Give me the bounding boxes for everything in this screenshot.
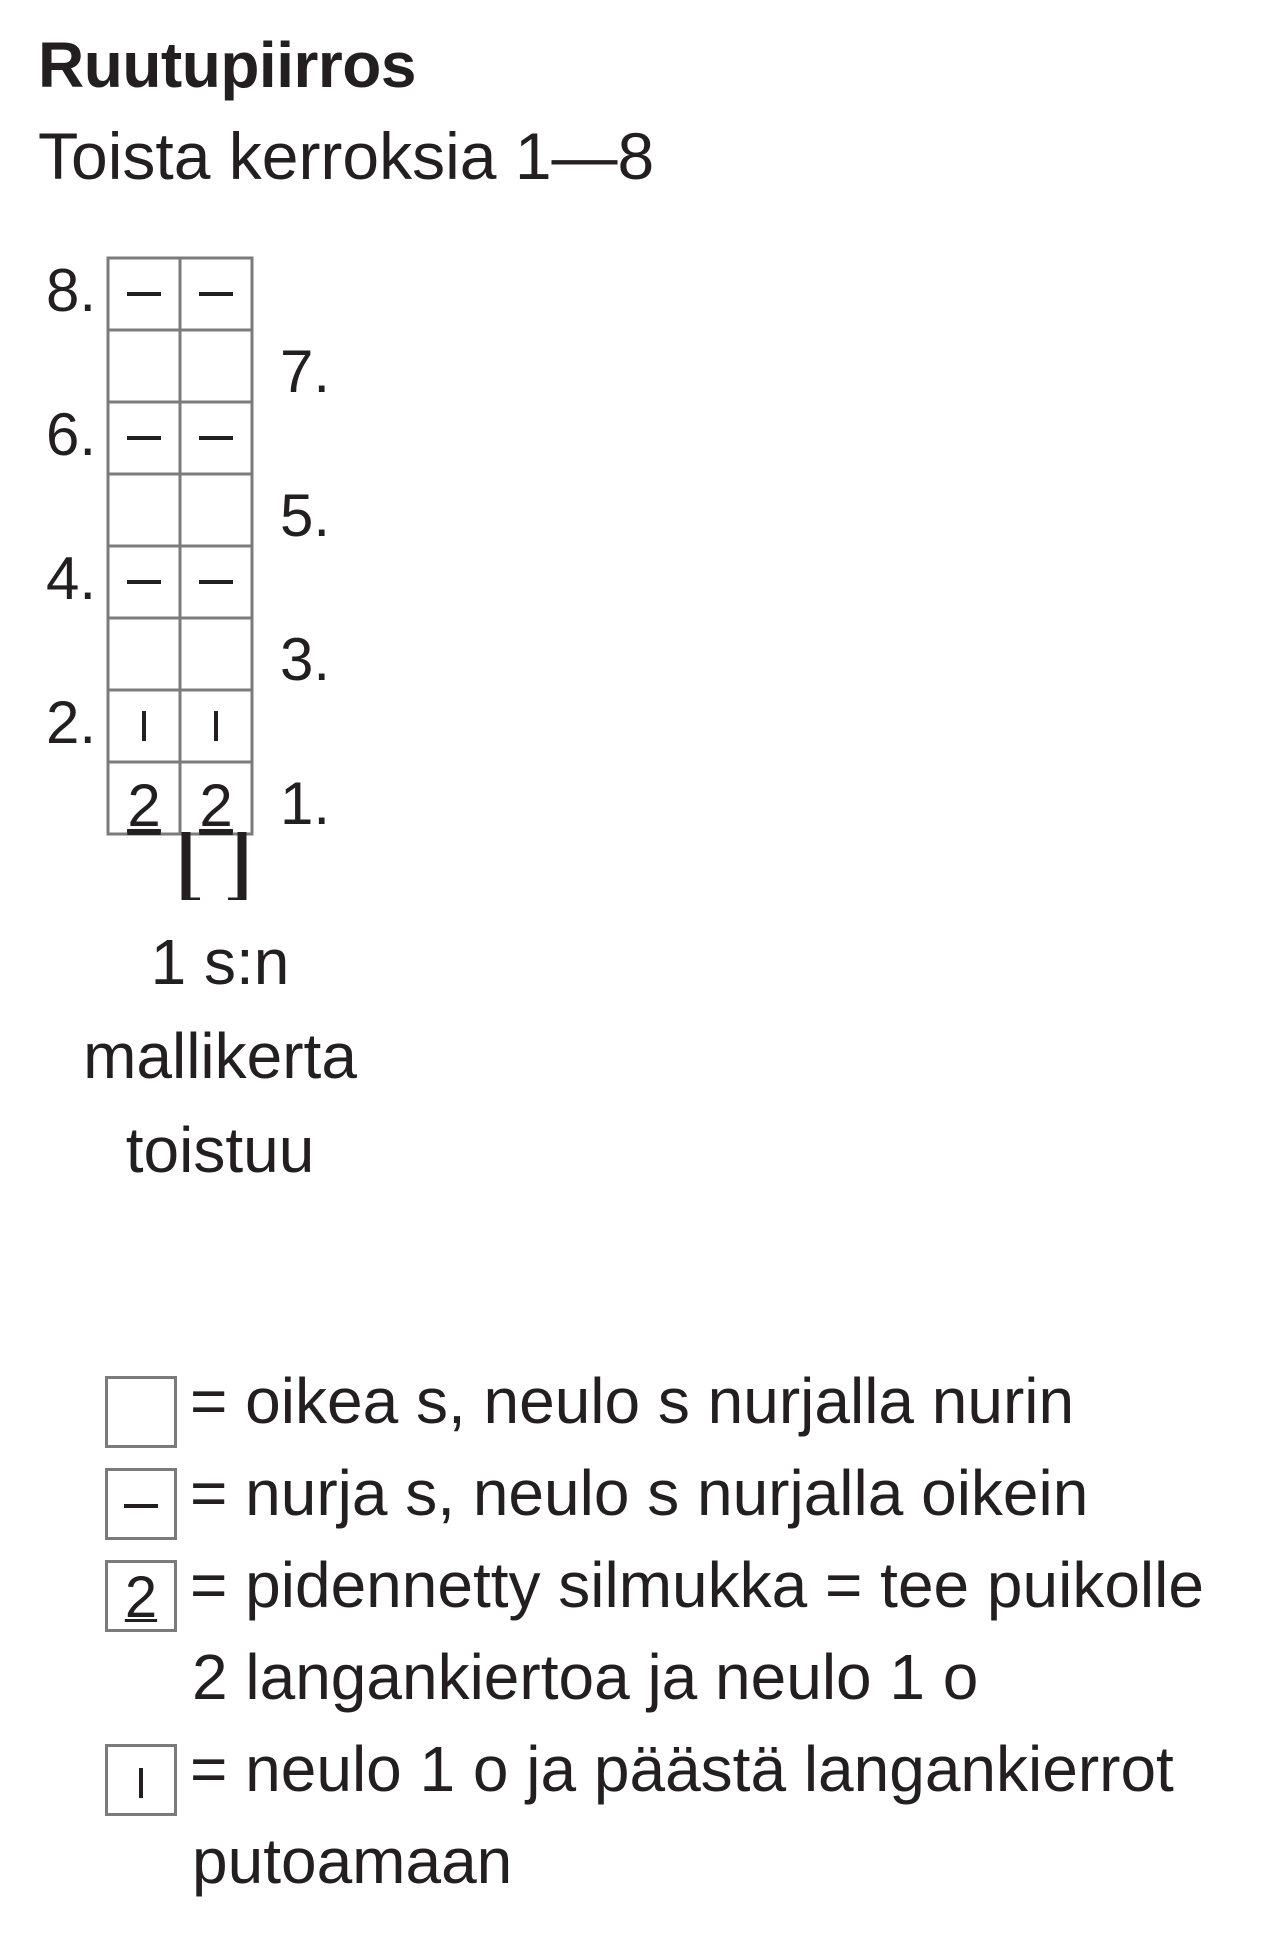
chart-cell xyxy=(180,474,252,546)
elongated-stitch-symbol-icon: 2 xyxy=(105,1560,177,1632)
chart-title: Ruutupiirros xyxy=(38,29,416,101)
repeat-bracket-right xyxy=(228,832,242,900)
legend-text: = oikea s, neulo s nurjalla nurin xyxy=(190,1365,1075,1437)
row-number-label: 3. xyxy=(280,626,331,693)
legend-text-continued: putoamaan xyxy=(192,1825,513,1897)
row-number-label: 7. xyxy=(280,338,331,405)
chart-cell xyxy=(108,618,180,690)
legend-text: = neulo 1 o ja päästä langankierrot xyxy=(190,1733,1174,1805)
knit-symbol-icon xyxy=(105,1376,177,1448)
drop-yarnovers-symbol-icon xyxy=(105,1744,177,1816)
repeat-caption xyxy=(60,915,380,1197)
row-number-label: 4. xyxy=(45,545,96,612)
chart-cell xyxy=(180,618,252,690)
chart-cell xyxy=(180,330,252,402)
repeat-bracket-left xyxy=(186,832,200,900)
purl-symbol-icon xyxy=(105,1468,177,1540)
row-number-label: 5. xyxy=(280,482,331,549)
caption-line: 1 s:n xyxy=(150,926,290,998)
elongated-stitch-label: 2 xyxy=(199,772,233,839)
elongated-stitch-label: 2 xyxy=(127,772,161,839)
chart-cell xyxy=(108,474,180,546)
knitting-chart xyxy=(0,0,400,900)
legend-text: = pidennetty silmukka = tee puikolle xyxy=(190,1549,1204,1621)
legend-text: = nurja s, neulo s nurjalla oikein xyxy=(190,1457,1089,1529)
row-number-label: 8. xyxy=(45,257,96,324)
chart-subtitle: Toista kerroksia 1—8 xyxy=(38,119,655,193)
caption-line: mallikerta xyxy=(83,1020,357,1092)
caption-line: toistuu xyxy=(125,1114,315,1186)
legend-text-continued: 2 langankiertoa ja neulo 1 o xyxy=(192,1641,979,1713)
row-number-label: 6. xyxy=(45,401,96,468)
row-number-label: 2. xyxy=(45,689,96,756)
chart-cell xyxy=(108,330,180,402)
row-number-label: 1. xyxy=(280,770,331,837)
